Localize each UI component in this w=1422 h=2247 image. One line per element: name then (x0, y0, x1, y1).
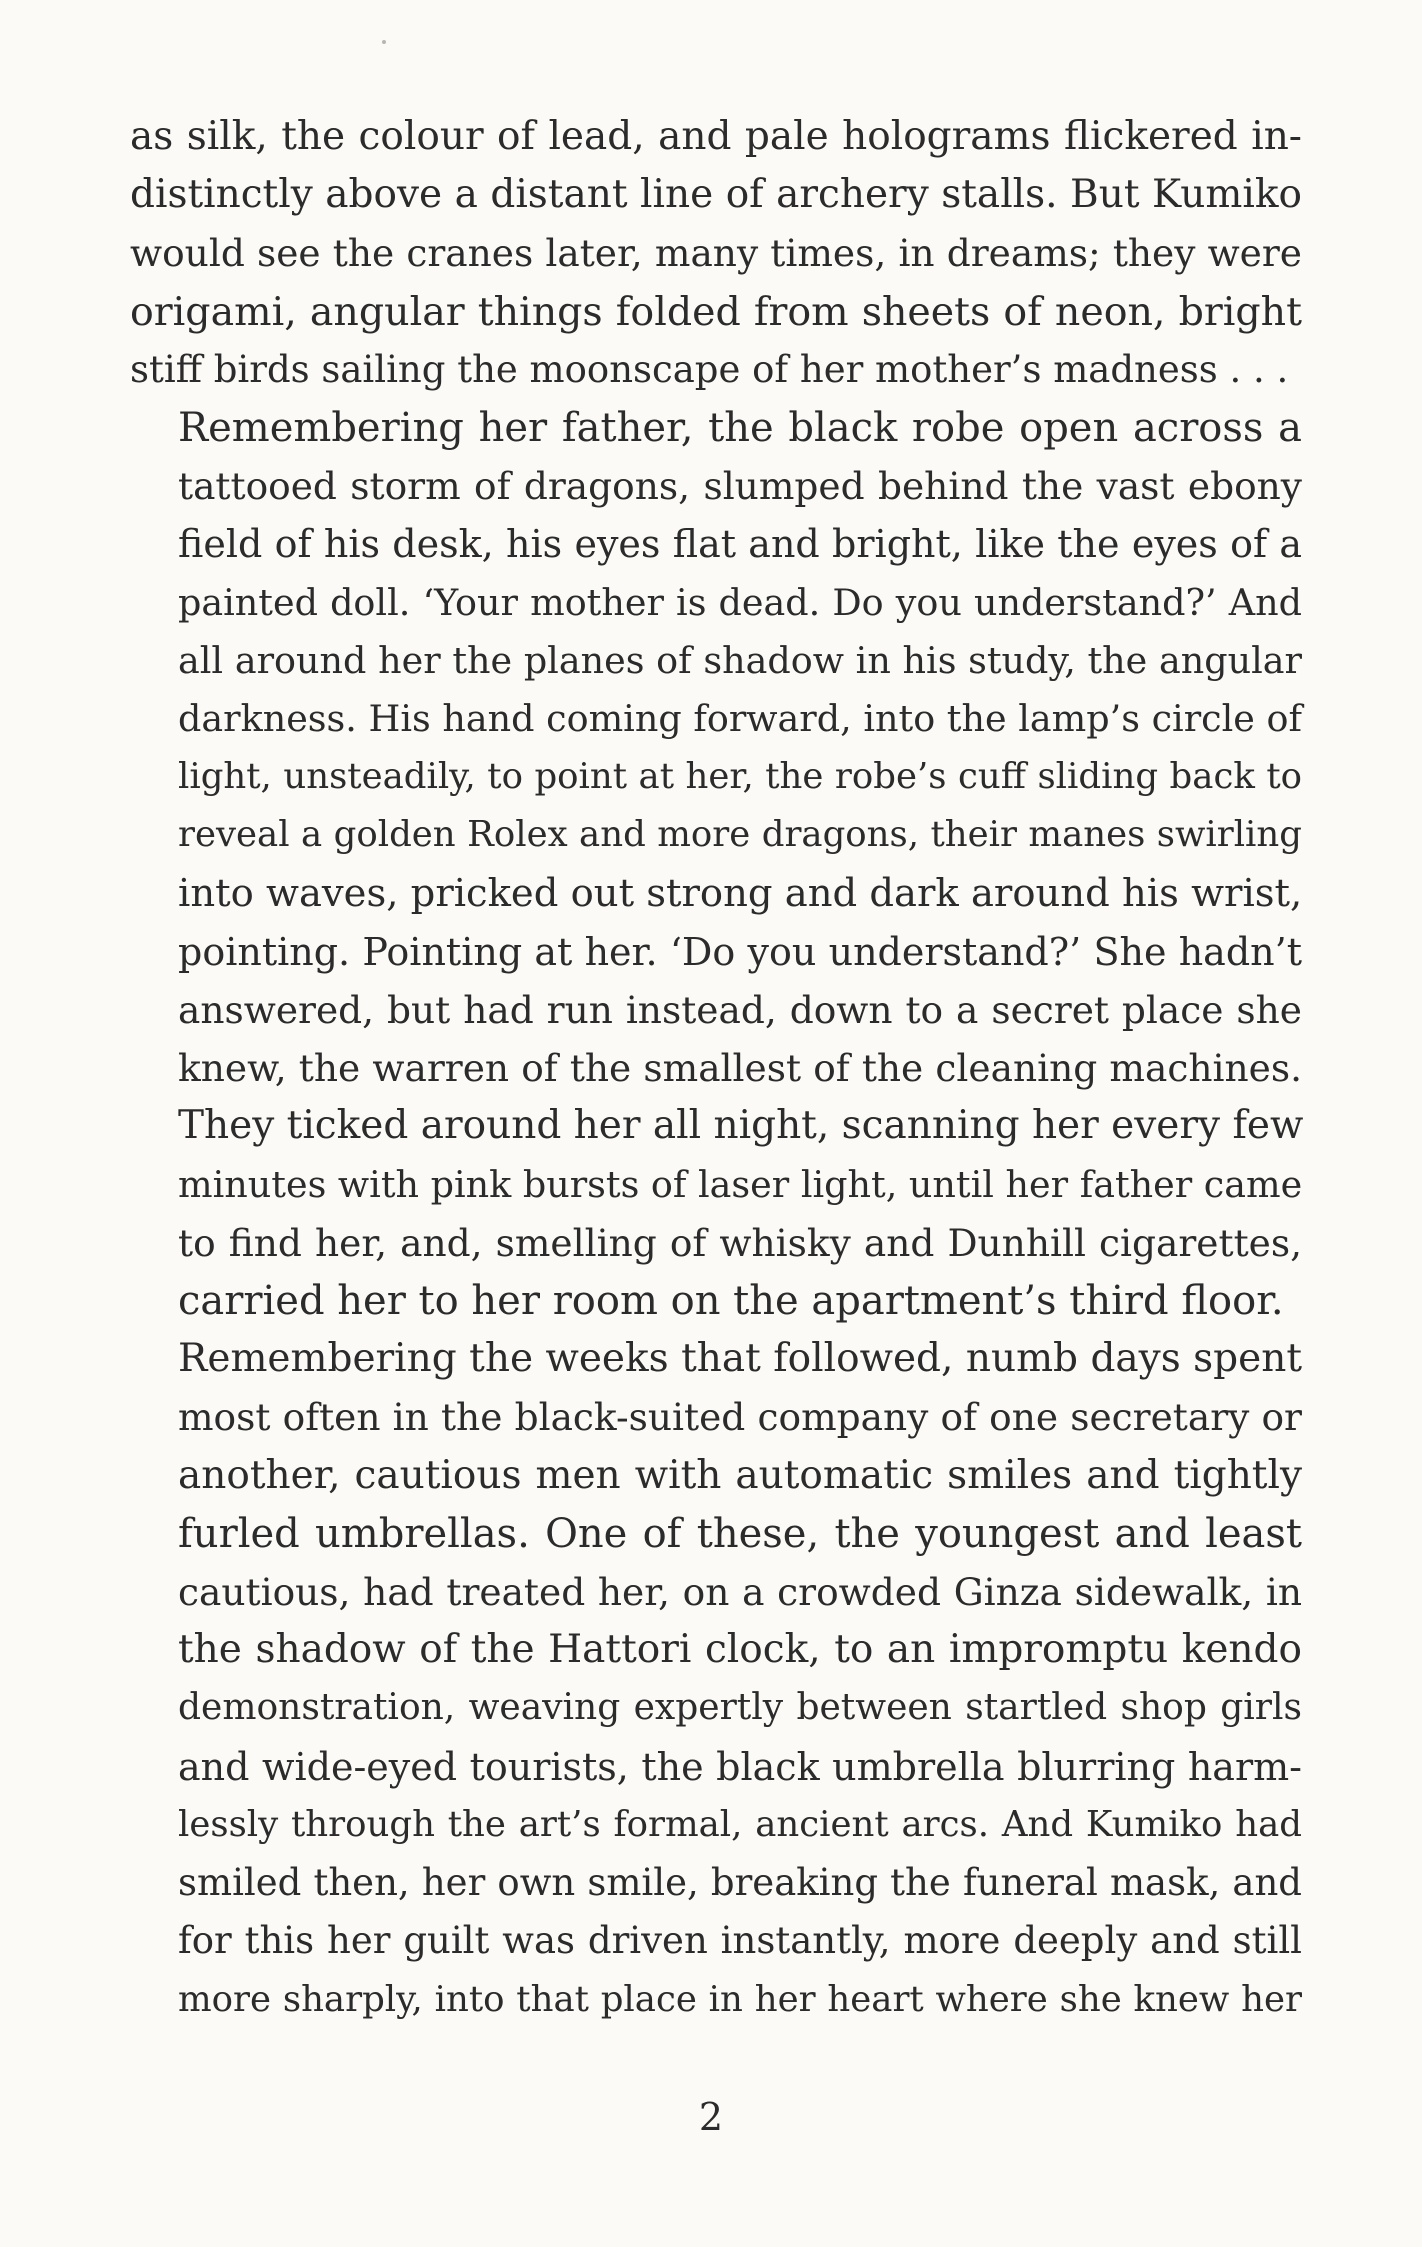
text-line: demonstration, weaving expertly between startled shop girls (178, 1687, 1302, 1729)
text-line: darkness. His hand coming forward, into the lamp’s circle of (178, 697, 1302, 741)
paragraph (130, 108, 1302, 399)
text-line: furled umbrellas. One of these, the youngest and least (178, 1510, 1302, 1557)
text-line: carried her to her room on the apartment’s third floor. (178, 1278, 1284, 1325)
text-line: tattooed storm of dragons, slumped behind the vast ebony (178, 464, 1302, 509)
paper-speck (382, 40, 386, 44)
text-line: distinctly above a distant line of archery stalls. But Kumiko (130, 172, 1302, 218)
text-line: to find her, and, smelling of whisky and Dunhill cigarettes, (178, 1220, 1302, 1265)
text-line: cautious, had treated her, on a crowded Ginza sidewalk, in (178, 1570, 1302, 1615)
text-line: origami, angular things folded from sheets of neon, bright (130, 288, 1302, 335)
text-line: for this her guilt was driven instantly, more deeply and still (178, 1919, 1302, 1963)
text-line: painted doll. ‘Your mother is dead. Do you understand?’ And (178, 580, 1302, 624)
text-line: pointing. Pointing at her. ‘Do you understand?’ She hadn’t (178, 929, 1302, 974)
text-line: reveal a golden Rolex and more dragons, their manes swirling (178, 814, 1302, 856)
text-line: answered, but had run instead, down to a secret place she (178, 988, 1302, 1033)
text-line: the shadow of the Hattori clock, to an impromptu kendo (178, 1627, 1302, 1673)
text-line: and wide-eyed tourists, the black umbrella blurring harm- (178, 1744, 1302, 1789)
text-line: field of his desk, his eyes flat and bright, like the eyes of a (178, 522, 1302, 567)
text-line: would see the cranes later, many times, in dreams; they were (130, 231, 1302, 276)
paragraph (130, 399, 1302, 1330)
text-line: They ticked around her all night, scanning her every few (178, 1103, 1304, 1149)
text-line: smiled then, her own smile, breaking the funeral mask, and (178, 1861, 1302, 1905)
text-line: stiff birds sailing the moonscape of her mother’s madness . . . (130, 347, 1289, 391)
paragraph (130, 1330, 1302, 2028)
text-line: lessly through the art’s formal, ancient arcs. And Kumiko had (178, 1803, 1302, 1845)
text-line: most often in the black-suited company of one secretary or (178, 1395, 1302, 1440)
text-line: into waves, pricked out strong and dark around his wrist, (178, 870, 1303, 916)
page-number: 2 (698, 2095, 724, 2139)
text-line: all around her the planes of shadow in his study, the angular (178, 638, 1302, 682)
text-line: Remembering the weeks that followed, numb days spent (178, 1336, 1302, 1382)
text-line: more sharply, into that place in her heart where she knew her (178, 1978, 1302, 2020)
body-text (130, 108, 1302, 2029)
text-line: another, cautious men with automatic smiles and tightly (178, 1452, 1302, 1498)
text-line: minutes with pink bursts of laser light, until her father came (178, 1162, 1303, 1206)
text-line: knew, the warren of the smallest of the cleaning machines. (178, 1046, 1302, 1091)
text-line: as silk, the colour of lead, and pale holograms flickered in- (130, 114, 1302, 159)
text-line: light, unsteadily, to point at her, the robe’s cuff sliding back to (178, 756, 1302, 798)
text-line: Remembering her father, the black robe open across a (178, 405, 1302, 452)
